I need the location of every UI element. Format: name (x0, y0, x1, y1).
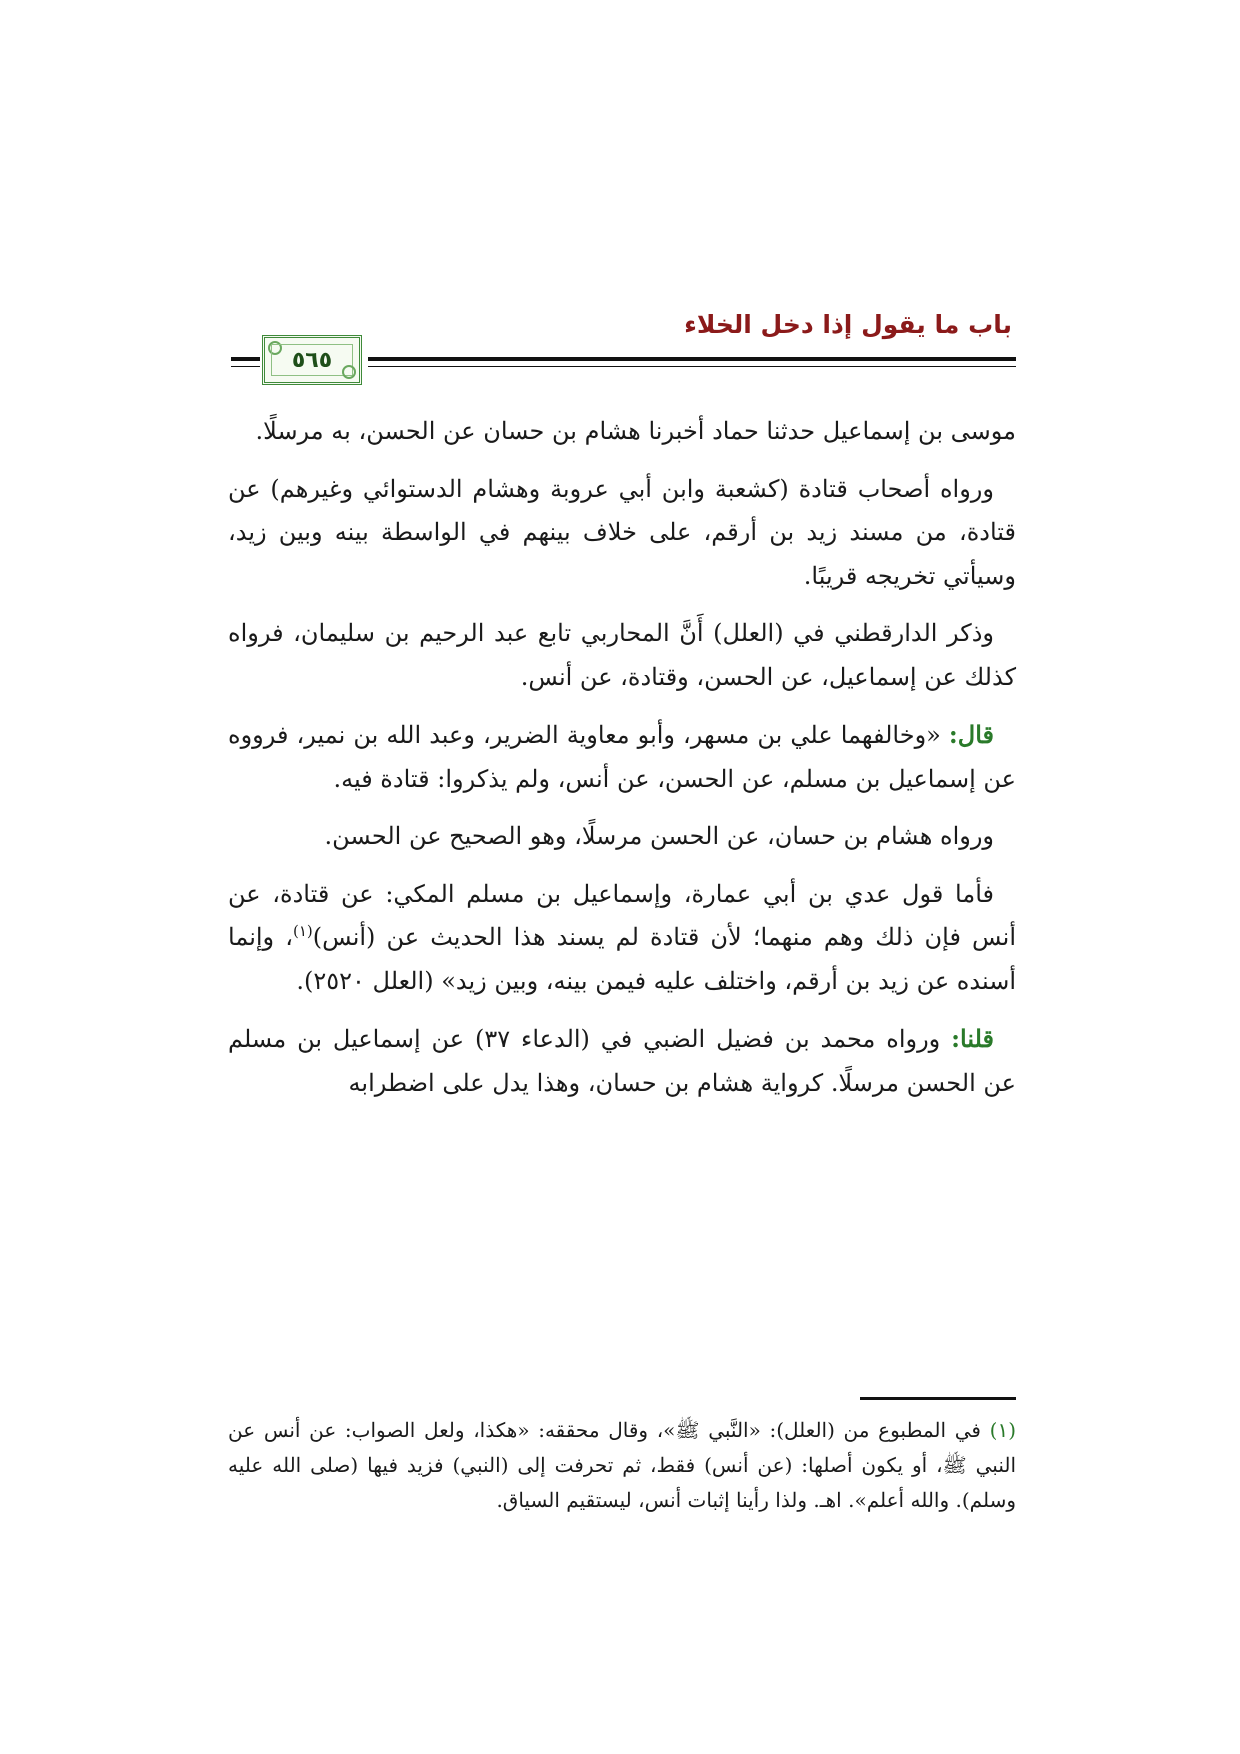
header-rule-left-thick (231, 357, 260, 361)
footnotes (228, 1413, 1016, 1518)
paragraph-text: ورواه محمد بن فضيل الضبي في (الدعاء ٣٧) عن إسماعيل بن مسلم عن الحسن مرسلًا. كرواية هشام بن حسان، وهذا يدل على اضطرابه (228, 1025, 1016, 1097)
paragraph-text: ، وإنما أسنده عن زيد بن أرقم، واختلف عليه فيمن بينه، وبين زيد» (العلل ٢٥٢٠). (228, 923, 1016, 995)
footnote-text: في المطبوع من (العلل): «النَّبي ﷺ»، وقال محققه: «هكذا، ولعل الصواب: عن أنس عن النبي ﷺ، أو يكون أصلها: (عن أنس) فقط، ثم تحرفت إلى (النبي) فزيد فيها (صلى الله عليه وسلم). والله أعلم». اهـ. ولذا رأينا إثبات أنس، ليستقيم السياق. (228, 1418, 1016, 1512)
header-rule-thick (368, 357, 1016, 361)
paragraph: ورواه هشام بن حسان، عن الحسن مرسلًا، وهو الصحيح عن الحسن. (324, 822, 994, 850)
page-number: ٥٦٥ (291, 347, 333, 373)
page-number-badge (262, 335, 362, 385)
paragraph (228, 713, 1016, 801)
footnote-separator (860, 1397, 1016, 1400)
footnote-reference[interactable]: (١) (292, 922, 313, 940)
paragraph: وذكر الدارقطني في (العلل) أَنَّ المحاربي تابع عبد الرحيم بن سليمان، فرواه كذلك عن إسماعيل، عن الحسن، وقتادة، عن أنس. (228, 619, 1016, 691)
paragraph-text: فأما قول عدي بن أبي عمارة، وإسماعيل بن مسلم المكي: عن قتادة، عن أنس فإن ذلك وهم منهما؛ لأن قتادة لم يسند هذا الحديث عن (أنس) (228, 879, 1017, 951)
paragraph: ورواه أصحاب قتادة (كشعبة وابن أبي عروبة وهشام الدستوائي وغيرهم) عن قتادة، من مسند زيد بن أرقم، على خلاف بينهم في الواسطة بينه وبين زيد، وسيأتي تخريجه قريبًا. (228, 474, 1016, 590)
paragraph-text: «وخالفهما علي بن مسهر، وأبو معاوية الضرير، وعبد الله بن نمير، فرووه عن إسماعيل بن مسلم، عن الحسن، عن أنس، ولم يذكروا: قتادة فيه. (228, 721, 1016, 793)
paragraph (228, 873, 1016, 1004)
paragraph-lead-label: قال: (948, 720, 994, 749)
paragraph (228, 1017, 1016, 1105)
footnote (228, 1413, 1016, 1518)
footnote-number: (١) (989, 1418, 1016, 1442)
main-text (228, 410, 1016, 1119)
paragraph-lead-label: قلنا: (951, 1024, 995, 1053)
header-rule-thin (368, 366, 1016, 367)
chapter-title: باب ما يقول إذا دخل الخلاء (684, 310, 1012, 339)
paragraph: موسى بن إسماعيل حدثنا حماد أخبرنا هشام بن حسان عن الحسن، به مرسلًا. (255, 417, 1016, 445)
header-rule-left-thin (231, 366, 260, 367)
